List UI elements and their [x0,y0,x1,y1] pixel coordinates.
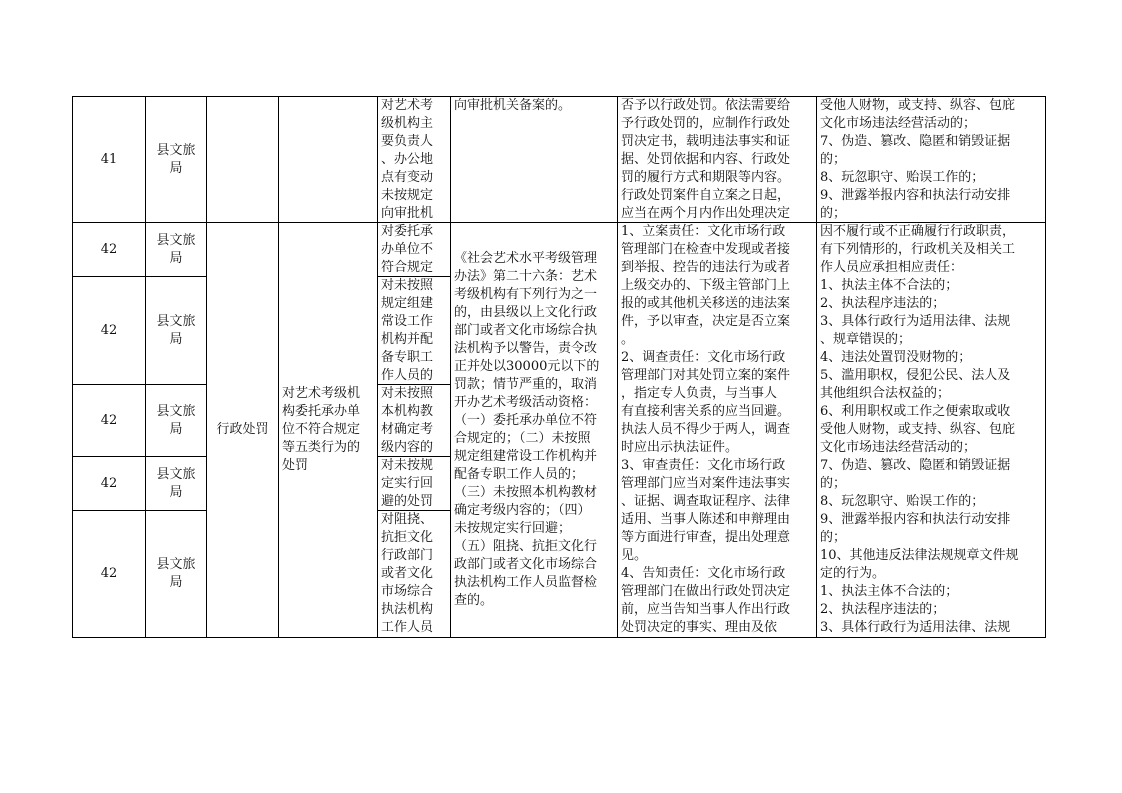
power-category: 行政处罚 [216,422,269,437]
sub-item-name: 对未按照 规定组建 常设工作 机构并配 备专职工 作人员的 [381,278,434,383]
accountability-text: 因不履行或不正确履行行政职责， 有下列情形的，行政机关及相关工 作人员应承担相应责任： 1、执法主体不合法的； 2、执法程序违法的； 3、具体行政行为适用法律、法规 、规章错误的； 4、违法处置罚没财物的； 5、滥用职权，侵犯公民、法人及 其他组织合法权益的； 6、利用职权或工作之便索取或收 受他人财物，或支持、纵容、包庇 文化市场违法经营活动的； 7、伪造、篡改、隐匿和销毁证据 的； 8、玩忽职守、贻误工作的； 9、泄露举报内容和执法行动安排 的； 10、其他违反法律法规规章文件规 定的行为。 1、执法主体不合法的； 2、执法程序违法的； 3、具体行政行为适用法律、法规 [820,224,1019,635]
row-number: 42 [100,412,118,428]
accountability-text: 受他人财物，或支持、纵容、包庇 文化市场违法经营活动的； 7、伪造、篡改、隐匿和销毁证据 的； 8、玩忽职守、贻误工作的； 9、泄露举报内容和执法行动安排 的； [820,98,1016,221]
row-number: 42 [100,566,118,581]
power-item-name: 对艺术考级机 构委托承办单 位不符合规定 等五类行为的 处罚 [282,386,361,473]
department: 县文旅 局 [156,232,196,266]
legal-basis: 向审批机关备案的。 [454,98,572,113]
department: 县文旅 局 [156,557,196,590]
sub-item-name: 对未按规 定实行回 避的处罚 [381,458,434,509]
row-number: 42 [100,322,118,338]
department: 县文旅 局 [156,142,196,176]
department: 县文旅 局 [156,466,196,500]
sub-item-name: 对阻挠、 抗拒文化 行政部门 或者文化 市场综合 执法机构 工作人员 [381,512,434,635]
row-number: 42 [100,241,118,257]
row-number: 41 [100,151,118,167]
duty-text: 否予以行政处罚。依法需要给 予行政处罚的，应制作行政处 罚决定书，载明违法事实和证 据、处罚依据和内容、行政处 罚的履行方式和期限等内容。 行政处罚案件自立案之日起， 应当在两个月内作出处理决定 [621,98,791,221]
sub-item-name: 对未按照 本机构教 材确定考 级内容的 [381,386,434,455]
duty-text: 1、立案责任：文化市场行政 管理部门在检查中发现或者接 到举报、控告的违法行为或者 上级交办的、下级主管部门上 报的或其他机关移送的违法案 件，予以审查，决定是否立案 。 2、调查责任：文化市场行政 管理部门对其处罚立案的案件 ，指定专人负责，与当事人 有直接利害关系的应当回避。 执法人员不得少于两人，调查 时应出示执法证件。 3、审查责任：文化市场行政 管理部门应当对案件违法事实 、证据、调查取证程序、法律 适用、当事人陈述和申辩理由 等方面进行审查，提出处理意 见。 4、告知责任：文化市场行政 管理部门在做出行政处罚决定 前，应当告知当事人作出行政 处罚决定的事实、理由及依 [621,224,791,635]
sub-item-name: 对委托承 办单位不 符合规定 [381,224,434,275]
legal-basis: 《社会艺术水平考级管理 办法》第二十六条：艺术 考级机构有下列行为之一 的，由县级以上文化行政 部门或者文化市场综合执 法机构予以警告，责令改 正并处以30000元以下的 罚款；情节严重的，取消 开办艺术考级活动资格： （一）委托承办单位不符 合规定的；（二）未按照 规定组建常设工作机构并 配备专职工作人员的； （三）未按照本机构教材 确定考级内容的；（四） 未按规定实行回避； （五）阻挠、抗拒文化行 政部门或者文化市场综合 执法机构工作人员监督检 查的。 [454,251,600,608]
table-border-right [1045,96,1046,638]
table-border-bottom [72,637,1046,638]
department: 县文旅 局 [156,313,196,347]
department: 县文旅 局 [156,403,196,437]
item-name: 对艺术考 级机构主 要负责人 、办公地 点有变动 未按规定 向审批机 [381,98,434,221]
row-number: 42 [100,475,118,491]
